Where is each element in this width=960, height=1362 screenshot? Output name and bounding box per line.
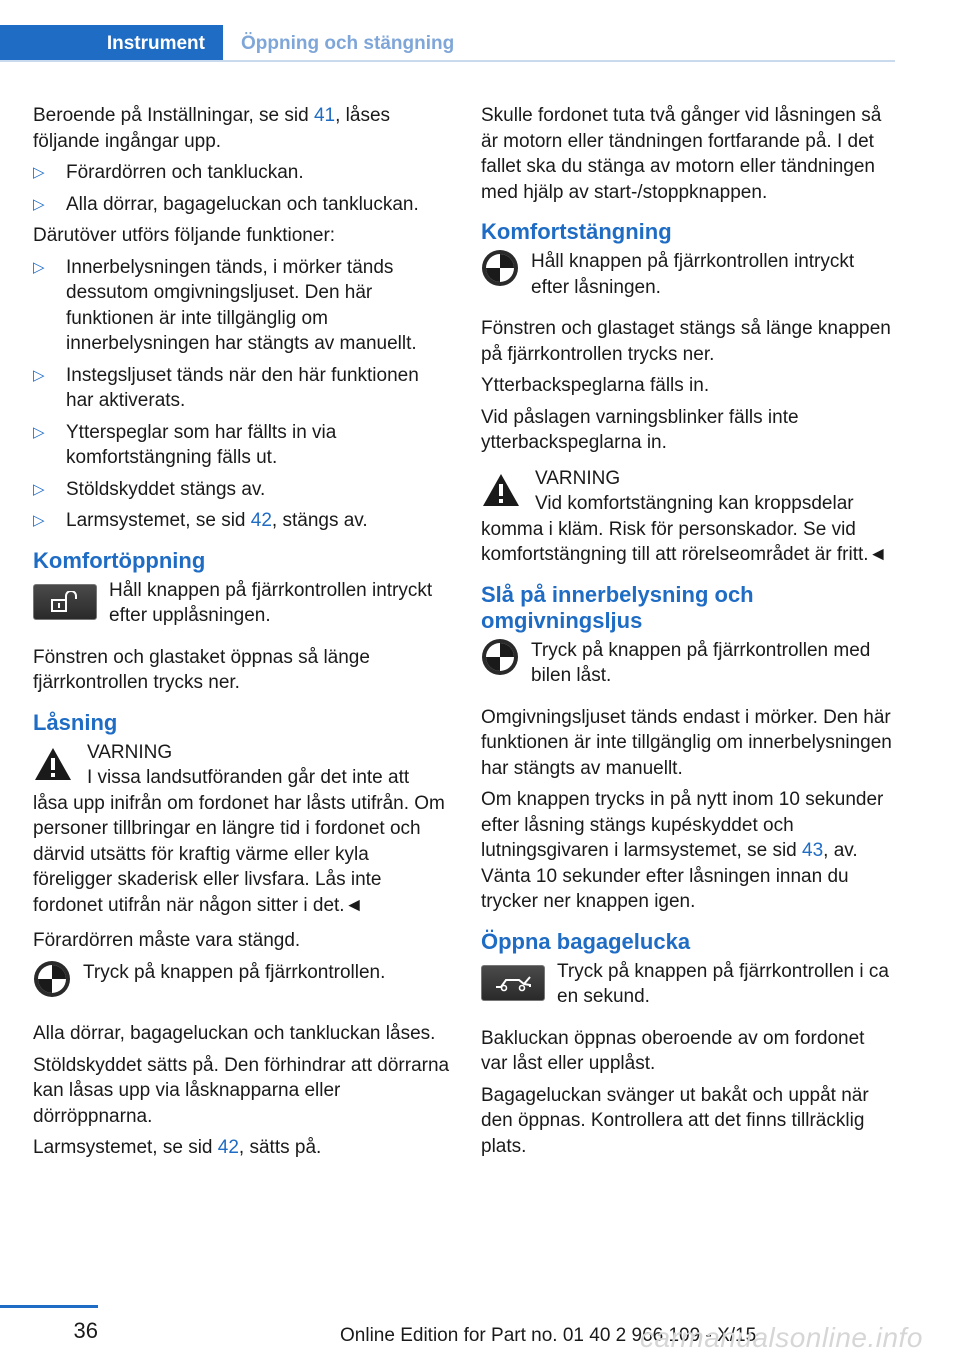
komfortoppning-row: Håll knappen på fjärrkontrollen intryckt efter upplåsningen. bbox=[33, 578, 451, 629]
list-item: ▷ Stöldskyddet stängs av. bbox=[33, 477, 451, 503]
intro-paragraph: Beroende på Inställningar, se sid 41, låses följande ingångar upp. bbox=[33, 105, 391, 152]
bullet-triangle-icon: ▷ bbox=[33, 164, 45, 181]
warning-line: I vissa landsutföranden går det inte att bbox=[87, 767, 410, 788]
list-item: ▷ Alla dörrar, bagageluckan och tankluckan. bbox=[33, 192, 451, 218]
list-item: ▷ Larmsystemet, se sid 42, stängs av. bbox=[33, 508, 451, 534]
page-link-42[interactable]: 42 bbox=[217, 1137, 239, 1158]
bullet-triangle-icon: ▷ bbox=[33, 366, 45, 384]
lock-row: Tryck på knappen på fjärrkontrollen. bbox=[33, 960, 451, 1006]
page-link-42[interactable]: 42 bbox=[250, 510, 272, 531]
unlock-button-icon bbox=[33, 584, 97, 620]
warning-triangle-icon bbox=[481, 472, 521, 508]
bagagelucka-row: Tryck på knappen på fjärrkontrollen i ca en sekund. bbox=[481, 959, 896, 1010]
komfortoppning-paragraph: Fönstren och glastaket öppnas så länge fjärrkontrollen trycks ner. bbox=[33, 646, 370, 693]
warning-title: VARNING bbox=[535, 467, 621, 489]
bullet-triangle-icon: ▷ bbox=[33, 195, 45, 213]
warning-line: Vid komfortstängning kan kroppsdelar bbox=[535, 493, 854, 514]
warning-text: låsa upp inifrån om fordonet har låsts utifrån. Om personer tillbringar en längre tid i fordonet och därvid utsätts för kraftig värme eller kyla föreligger skaderisk eller livsfara. Lås inte fordonet utifrån när någon sitter i det.◄ bbox=[33, 792, 445, 916]
warning-text: komma i kläm. Risk för personskador. Se vid komfortstängning till att rörelseområdet är fritt.◄ bbox=[481, 518, 888, 565]
left-column bbox=[33, 103, 451, 1167]
list-item: ▷ Innerbelysningen tänds, i mörker tänds dessutom omgivningsljuset. Den här funktionen är inte tillgänglig om innerbelysningen har stängts av manuellt. bbox=[33, 256, 417, 354]
bullet-triangle-icon: ▷ bbox=[33, 512, 45, 529]
tailgate-opens-paragraph: Bakluckan öppnas oberoende av om fordonet var låst eller upplåst. bbox=[481, 1027, 865, 1074]
alarm-paragraph: Larmsystemet, se sid 42, sätts på. bbox=[33, 1137, 322, 1158]
heading-komfortstangning: Komfortstängning bbox=[481, 219, 672, 244]
edition-text: Online Edition for Part no. 01 40 2 966 109 - X/15 bbox=[340, 1325, 757, 1346]
heading-komfortoppning: Komfortöppning bbox=[33, 547, 206, 573]
again-paragraph: Om knappen trycks in på nytt inom 10 sekunder efter låsning stängs kupéskyddet och lutningsgivaren i larmsystemet, se sid 43, av. Vänta 10 sekunder efter låsningen innan du trycker ner knappen igen. bbox=[481, 789, 884, 912]
page-link-43[interactable]: 43 bbox=[802, 840, 824, 861]
page-header bbox=[0, 25, 895, 62]
watermark: carmanualsonline.info bbox=[640, 1322, 923, 1353]
bullet-triangle-icon: ▷ bbox=[33, 480, 45, 498]
bmw-key-icon bbox=[33, 960, 71, 998]
list-item: ▷ Förardörren och tankluckan. bbox=[33, 160, 451, 186]
windows-close-paragraph: Fönstren och glastaget stängs så länge knappen på fjärrkontrollen trycks ner. bbox=[481, 318, 891, 365]
heading-bagagelucka: Öppna bagagelucka bbox=[481, 928, 691, 954]
innerbelysning-row: Tryck på knappen på fjärrkontrollen med bilen låst. bbox=[481, 638, 896, 689]
list-item: ▷ Instegsljuset tänds när den här funktionen har aktiverats. bbox=[33, 364, 419, 411]
warning-title: VARNING bbox=[87, 741, 173, 763]
warning-block bbox=[33, 740, 451, 919]
bmw-key-icon bbox=[481, 638, 519, 676]
warning-triangle-icon bbox=[33, 746, 73, 782]
chapter-tab[interactable]: Instrument bbox=[0, 25, 223, 62]
right-column bbox=[481, 103, 896, 1165]
hazard-paragraph: Vid påslagen varningsblinker fälls inte ytterbackspeglarna in. bbox=[481, 406, 799, 453]
list-item: ▷ Ytterspeglar som har fällts in via komfortstängning fälls ut. bbox=[33, 421, 337, 468]
door-closed-paragraph: Förardörren måste vara stängd. bbox=[33, 930, 301, 951]
header-rule bbox=[0, 60, 895, 62]
also-paragraph: Därutöver utförs följande funktioner: bbox=[33, 225, 336, 246]
honk-paragraph: Skulle fordonet tuta två gånger vid låsningen så är motorn eller tändningen fortfarande på. I det fallet ska du stänga av motorn eller tändningen med hjälp av start-/stoppknappen. bbox=[481, 105, 882, 203]
all-locked-paragraph: Alla dörrar, bagageluckan och tankluckan låses. bbox=[33, 1023, 436, 1044]
trunk-button-icon bbox=[481, 965, 545, 1001]
komfortstangning-row: Håll knappen på fjärrkontrollen intryckt efter låsningen. bbox=[481, 249, 896, 300]
page-link-41[interactable]: 41 bbox=[313, 105, 336, 126]
footer-rule bbox=[0, 1305, 98, 1308]
warning-block bbox=[481, 466, 896, 568]
page-number: 36 bbox=[73, 1318, 98, 1343]
section-tab[interactable]: Öppning och stängning bbox=[241, 33, 455, 54]
ambient-paragraph: Omgivningsljuset tänds endast i mörker. Den här funktionen är inte tillgänglig om innerbelysningen har stängts av manuellt. bbox=[481, 706, 892, 779]
heading-lasning: Låsning bbox=[33, 709, 118, 735]
mirrors-in-paragraph: Ytterbackspeglarna fälls in. bbox=[481, 375, 710, 396]
bullet-triangle-icon: ▷ bbox=[33, 423, 45, 441]
bmw-key-icon bbox=[481, 249, 519, 287]
bullet-triangle-icon: ▷ bbox=[33, 258, 45, 276]
antitheft-paragraph: Stöldskyddet sätts på. Den förhindrar att dörrarna kan låsas upp via låsknapparna eller dörröppnarna. bbox=[33, 1054, 450, 1127]
heading-innerbelysning: Slå på innerbelysning och omgivningsljus bbox=[481, 581, 754, 633]
tailgate-swings-paragraph: Bagageluckan svänger ut bakåt och uppåt när den öppnas. Kontrollera att det finns tillräcklig plats. bbox=[481, 1084, 869, 1157]
